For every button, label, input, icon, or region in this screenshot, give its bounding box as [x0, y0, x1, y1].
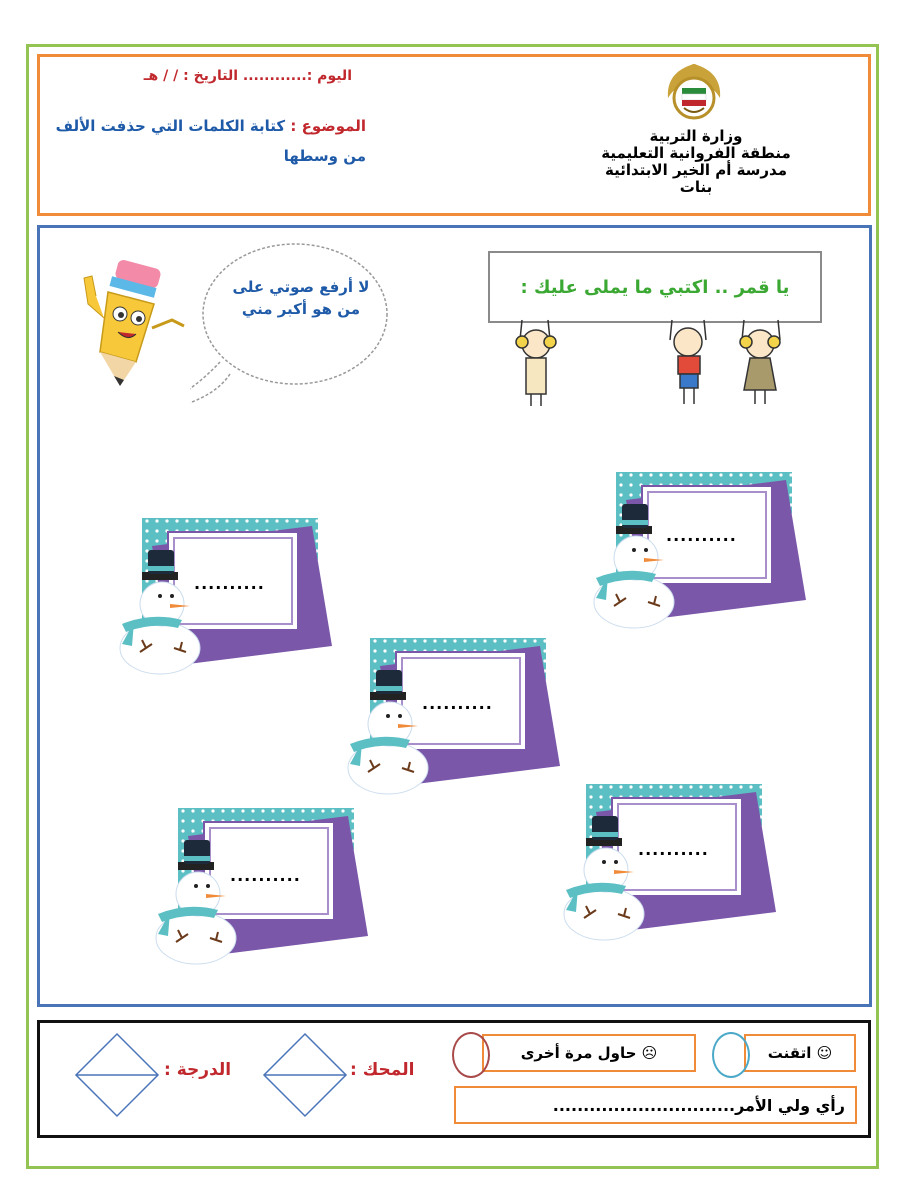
- snowman-card-icon: [556, 782, 786, 942]
- snowman-card-icon: [148, 806, 378, 966]
- criterion-diamond[interactable]: [262, 1032, 348, 1118]
- word-card-4: [556, 782, 786, 942]
- snowman-card-icon: [112, 516, 342, 676]
- try-again-box[interactable]: [482, 1034, 696, 1072]
- mastered-box[interactable]: [744, 1034, 856, 1072]
- frown-icon: ☹: [641, 1044, 658, 1062]
- criterion-label: المحك :: [350, 1060, 415, 1080]
- topic-label: الموضوع :: [290, 117, 366, 135]
- answer-blank[interactable]: ..........: [638, 840, 709, 859]
- mastered-circle[interactable]: [712, 1032, 750, 1078]
- answer-blank[interactable]: ..........: [230, 866, 301, 885]
- topic-text: كتابة الكلمات التي حذفت الألف من وسطها: [55, 117, 366, 165]
- word-card-1: [586, 470, 816, 630]
- snowman-card-icon: [340, 636, 570, 796]
- snowman-card-icon: [586, 470, 816, 630]
- day-date-line: اليوم :............ التاريخ : / / هـ: [143, 68, 352, 84]
- smile-icon: ☺: [816, 1044, 833, 1062]
- instruction-banner: يا قمر .. اكتبي ما يملى عليك :: [488, 251, 822, 323]
- school-info: [596, 128, 796, 196]
- bubble-text: لا أرفع صوتي على من هو أكبر مني: [232, 278, 370, 318]
- word-card-2: [112, 516, 342, 676]
- answer-blank[interactable]: ..........: [422, 694, 493, 713]
- answer-blank[interactable]: ..........: [666, 526, 737, 545]
- school-name: مدرسة أم الخير الابتدائية بنات: [605, 161, 787, 196]
- try-again-circle[interactable]: [452, 1032, 490, 1078]
- region-name: منطقة الفروانية التعليمية: [601, 144, 791, 162]
- pencil-mascot-icon: [70, 248, 190, 398]
- ministry-emblem-icon: [660, 58, 728, 126]
- grade-label: الدرجة :: [164, 1060, 232, 1080]
- kids-holding-banner-icon: [510, 318, 810, 410]
- word-card-3: [340, 636, 570, 796]
- grade-diamond[interactable]: [74, 1032, 160, 1118]
- mastered-label: اتقنت: [767, 1044, 812, 1062]
- speech-bubble: [190, 234, 390, 424]
- word-card-5: [148, 806, 378, 966]
- try-again-label: حاول مرة أخرى: [520, 1044, 637, 1062]
- parent-opinion-box[interactable]: رأي ولي الأمر..............................: [454, 1086, 857, 1124]
- topic: [36, 111, 366, 171]
- answer-blank[interactable]: ..........: [194, 574, 265, 593]
- ministry-name: وزارة التربية: [649, 127, 743, 145]
